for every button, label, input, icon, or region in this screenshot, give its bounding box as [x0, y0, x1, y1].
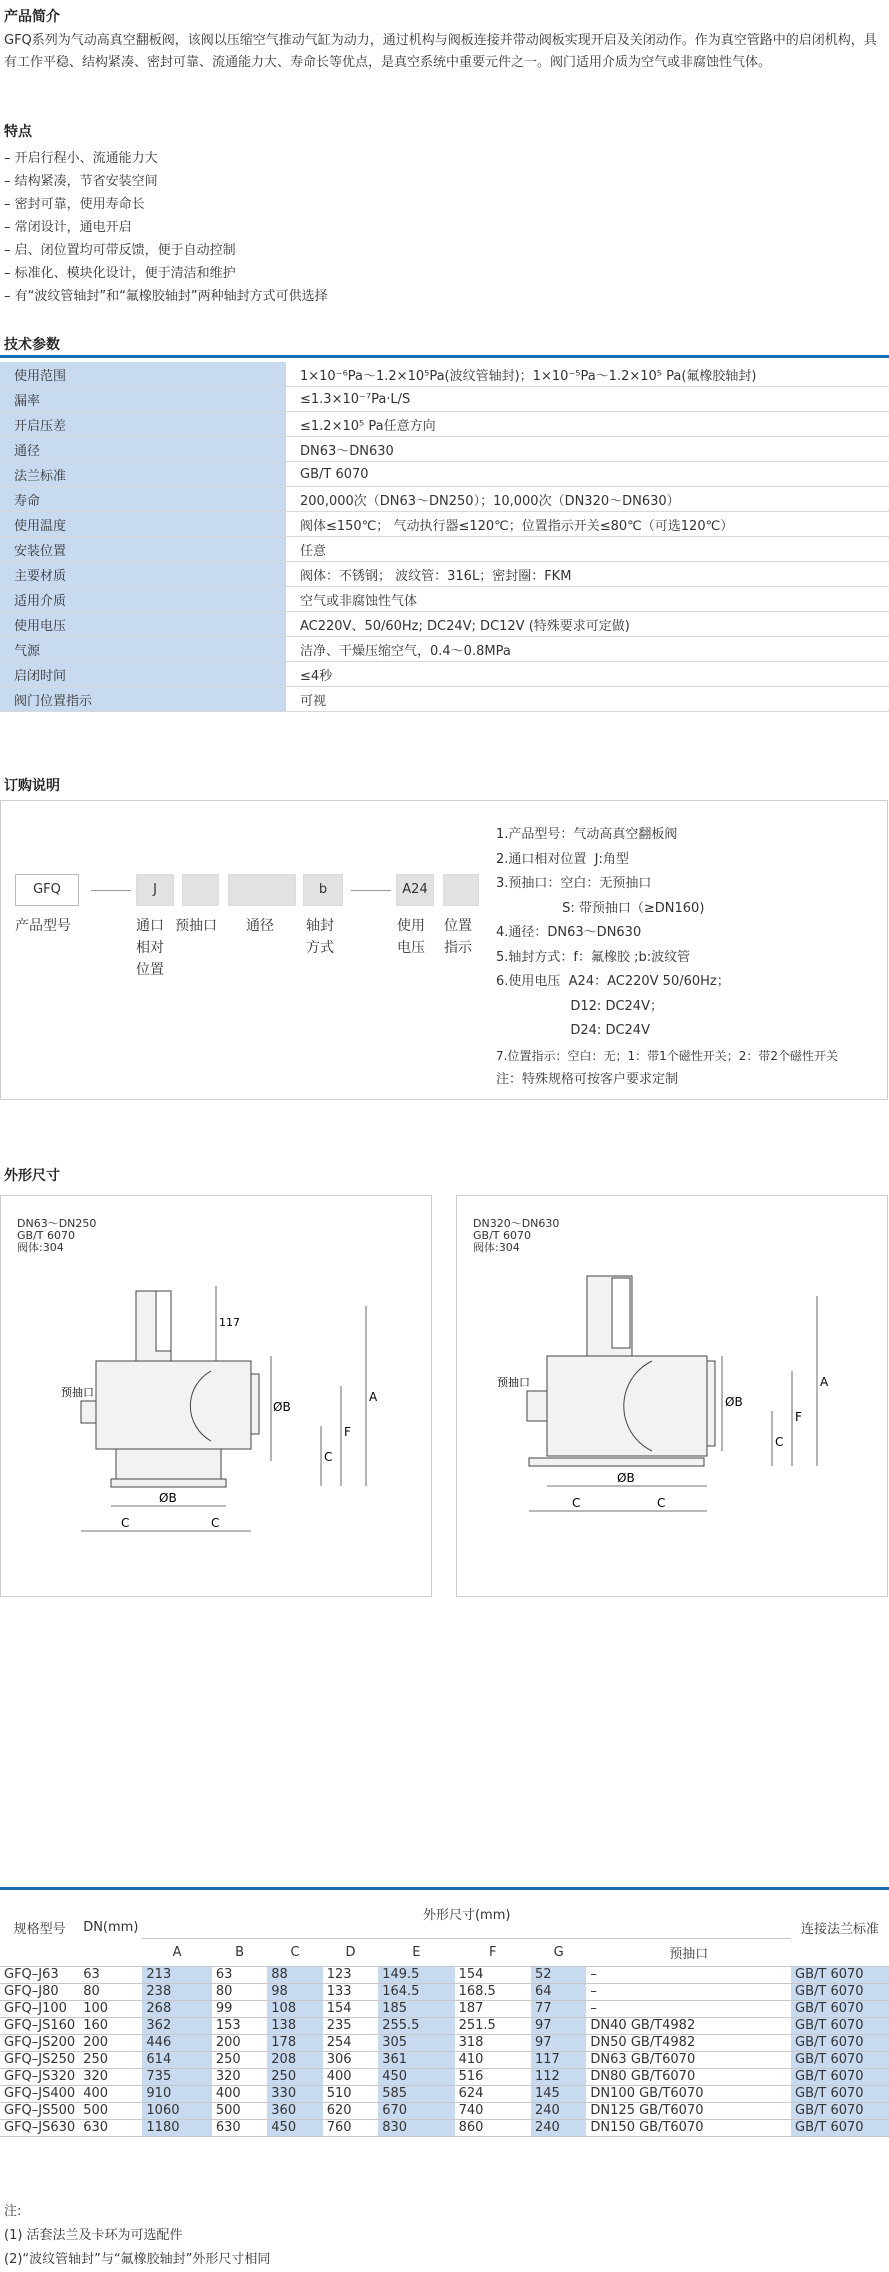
dim-cell: DN150 GB/T6070 — [586, 2119, 791, 2136]
spec-key: 主要材质 — [0, 562, 286, 587]
dim-cell: – — [586, 1966, 791, 1983]
dim-cell: 168.5 — [455, 1983, 531, 2000]
desc-line: 3.预抽口：空白：无预抽口 — [496, 876, 652, 891]
note-item: (1) 活套法兰及卡环为可选配件 — [4, 2228, 183, 2243]
desc-line: D12: DC24V； — [496, 998, 663, 1014]
dim-cell: 250 — [267, 2068, 322, 2085]
dim-cell: 450 — [378, 2068, 454, 2085]
caption-line: DN63～DN250 — [17, 1217, 97, 1230]
dim-c-left: C — [121, 1516, 130, 1530]
dim-cell: 510 — [323, 2085, 378, 2102]
spec-row — [0, 362, 889, 387]
label-position: 位置 指示 — [444, 918, 472, 956]
dim-table — [0, 1890, 889, 2137]
dim-col-header: E — [378, 1938, 454, 1966]
dim-cell: 624 — [455, 2085, 531, 2102]
drawings-title: 外形尺寸 — [4, 1168, 60, 1184]
spec-value: 阀体：不锈钢； 波纹管：316L；密封圈：FKM — [286, 562, 889, 587]
dim-cell: 138 — [267, 2017, 322, 2034]
dim-c-right: C — [657, 1496, 666, 1510]
port-stub — [81, 1401, 96, 1423]
feature-item: – 常闭设计，通电开启 — [4, 220, 132, 235]
spec-key: 法兰标准 — [0, 462, 286, 487]
dim-cell: DN100 GB/T6070 — [586, 2085, 791, 2102]
spec-row — [0, 437, 889, 462]
dim-col-header: C — [267, 1938, 322, 1966]
intro-title: 产品简介 — [4, 9, 60, 25]
code-dash — [351, 890, 391, 891]
ordering-desc — [496, 823, 838, 1093]
spec-row — [0, 537, 889, 562]
col-dn: DN(mm) — [79, 1890, 142, 1966]
dim-cell: – — [586, 2000, 791, 2017]
dim-cell: GFQ–JS630 — [0, 2119, 79, 2136]
dim-cell: 178 — [267, 2034, 322, 2051]
bottom-flange — [111, 1479, 226, 1487]
dim-cell: 250 — [212, 2051, 267, 2068]
dim-row — [0, 2119, 889, 2136]
specs-rule — [0, 355, 889, 358]
dim-c-right: C — [211, 1516, 220, 1530]
dim-cell: 164.5 — [378, 1983, 454, 2000]
dim-cell: 185 — [378, 2000, 454, 2017]
dim-cell: 760 — [323, 2119, 378, 2136]
spec-row — [0, 637, 889, 662]
dim-cell: DN125 GB/T6070 — [586, 2102, 791, 2119]
dim-cell: GFQ–J100 — [0, 2000, 79, 2017]
dim-cell: GFQ–JS320 — [0, 2068, 79, 2085]
dim-cell: 213 — [142, 1966, 211, 1983]
dim-cell: 860 — [455, 2119, 531, 2136]
dim-cell: 160 — [79, 2017, 142, 2034]
spec-value: AC220V、50/60Hz; DC24V; DC12V (特殊要求可定做) — [286, 612, 889, 637]
dim-117: 117 — [219, 1316, 240, 1329]
dim-cell: GB/T 6070 — [791, 2068, 889, 2085]
dim-cell: 240 — [531, 2119, 586, 2136]
desc-line: 2.通口相对位置 J:角型 — [496, 851, 629, 867]
spec-key: 漏率 — [0, 387, 286, 412]
dim-cell: 630 — [212, 2119, 267, 2136]
code-box-prepump — [182, 874, 219, 906]
dim-col-header: D — [323, 1938, 378, 1966]
dim-row — [0, 1966, 889, 1983]
spec-row — [0, 662, 889, 687]
dim-cell: 63 — [212, 1966, 267, 1983]
dim-cell: 108 — [267, 2000, 322, 2017]
dim-cell: 830 — [378, 2119, 454, 2136]
dim-cell: DN40 GB/T4982 — [586, 2017, 791, 2034]
dim-row — [0, 2034, 889, 2051]
spec-value: 1×10⁻⁶Pa～1.2×10⁵Pa(波纹管轴封)；1×10⁻⁵Pa～1.2×10⁵ Pa(氟橡胶轴封) — [286, 362, 889, 387]
cylinder — [156, 1291, 171, 1351]
dim-cell: 77 — [531, 2000, 586, 2017]
dim-row — [0, 2000, 889, 2017]
feature-item: – 启、闭位置均可带反馈，便于自动控制 — [4, 243, 236, 258]
code-box-port: J — [136, 874, 174, 906]
desc-line: 1.产品型号：气动高真空翻板阀 — [496, 827, 678, 842]
code-box-model: GFQ — [15, 874, 79, 906]
dim-col-header: B — [212, 1938, 267, 1966]
dim-cell: GB/T 6070 — [791, 2102, 889, 2119]
dim-cell: 200 — [79, 2034, 142, 2051]
drawing-right-svg — [457, 1196, 887, 1596]
desc-line: 6.使用电压 A24：AC220V 50/60Hz； — [496, 974, 730, 989]
caption-line: 阀体:304 — [17, 1241, 64, 1254]
dim-cell: 251.5 — [455, 2017, 531, 2034]
spec-row — [0, 587, 889, 612]
dim-cell: 154 — [455, 1966, 531, 1983]
dim-cell: 740 — [455, 2102, 531, 2119]
feature-item: – 开启行程小、流通能力大 — [4, 151, 158, 166]
spec-value: 洁净、干燥压缩空气，0.4～0.8MPa — [286, 637, 889, 662]
dim-cell: 360 — [267, 2102, 322, 2119]
dim-cell: 187 — [455, 2000, 531, 2017]
dim-cell: 98 — [267, 1983, 322, 2000]
intro-text: GFQ系列为气动高真空翻板阀，该阀以压缩空气推动气缸为动力，通过机构与阀板连接并带动阀板实现开启及关闭动作。作为真空管路中的启闭机构，具有工作平稳、结构紧凑、密封可靠、流通能力大、寿命长等优点，是真空系统中重要元件之一。阀门适用介质为空气或非腐蚀性气体。 — [4, 33, 877, 70]
dim-cell: 306 — [323, 2051, 378, 2068]
spec-key: 使用温度 — [0, 512, 286, 537]
dim-cell: 250 — [79, 2051, 142, 2068]
dim-cell: 97 — [531, 2034, 586, 2051]
dim-cell: 1180 — [142, 2119, 211, 2136]
notes-title: 注: — [4, 2204, 22, 2219]
caption-line: GB/T 6070 — [17, 1229, 75, 1242]
feature-item: – 有“波纹管轴封”和“氟橡胶轴封”两种轴封方式可供选择 — [4, 289, 328, 304]
dim-cell: GB/T 6070 — [791, 1983, 889, 2000]
spec-key: 通径 — [0, 437, 286, 462]
spec-row — [0, 512, 889, 537]
side-flange — [707, 1361, 715, 1446]
dim-cell: – — [586, 1983, 791, 2000]
spec-row — [0, 687, 889, 712]
dim-ob: ØB — [159, 1491, 177, 1505]
dim-cell: DN80 GB/T6070 — [586, 2068, 791, 2085]
dim-cell: 400 — [323, 2068, 378, 2085]
side-flange — [251, 1374, 259, 1434]
port-label: 预抽口 — [61, 1386, 94, 1399]
dim-cell: 670 — [378, 2102, 454, 2119]
spec-key: 气源 — [0, 637, 286, 662]
note-item: (2)“波纹管轴封”与“氟橡胶轴封”外形尺寸相同 — [4, 2252, 271, 2267]
spec-row — [0, 562, 889, 587]
dim-cell: 145 — [531, 2085, 586, 2102]
label-seal: 轴封 方式 — [306, 918, 334, 956]
label-model: 产品型号 — [15, 918, 71, 934]
features-list — [4, 147, 328, 308]
dim-cell: 255.5 — [378, 2017, 454, 2034]
dim-cell: 100 — [79, 2000, 142, 2017]
dim-cell: 63 — [79, 1966, 142, 1983]
dim-cell: 238 — [142, 1983, 211, 2000]
dim-cell: 318 — [455, 2034, 531, 2051]
spec-row — [0, 487, 889, 512]
desc-line: 5.轴封方式：f：氟橡胶 ;b:波纹管 — [496, 949, 691, 965]
dim-cell: GB/T 6070 — [791, 2085, 889, 2102]
ordering-box — [0, 800, 888, 1100]
valve-body — [96, 1361, 251, 1449]
dim-cell: 585 — [378, 2085, 454, 2102]
dim-cell: DN50 GB/T4982 — [586, 2034, 791, 2051]
dim-cell: 64 — [531, 1983, 586, 2000]
dim-cell: GFQ–JS160 — [0, 2017, 79, 2034]
dim-cell: 735 — [142, 2068, 211, 2085]
dim-cell: 400 — [79, 2085, 142, 2102]
dim-row — [0, 1983, 889, 2000]
spec-value: 阀体≤150℃； 气动执行器≤120℃；位置指示开关≤80℃（可选120℃） — [286, 512, 889, 537]
dim-cell: 240 — [531, 2102, 586, 2119]
dim-row — [0, 2102, 889, 2119]
drawing-left — [0, 1195, 432, 1597]
valve-body — [547, 1356, 707, 1456]
dim-cell: 80 — [212, 1983, 267, 2000]
col-group: 外形尺寸(mm) — [142, 1890, 791, 1938]
dim-cell: 123 — [323, 1966, 378, 1983]
dim-cell: GFQ–JS200 — [0, 2034, 79, 2051]
spec-value: ≤1.3×10⁻⁷Pa·L/S — [286, 387, 889, 412]
dim-cell: GB/T 6070 — [791, 2017, 889, 2034]
dim-row — [0, 2051, 889, 2068]
dim-cell: GFQ–JS400 — [0, 2085, 79, 2102]
dim-cell: GFQ–J80 — [0, 1983, 79, 2000]
spec-key: 安装位置 — [0, 537, 286, 562]
drawing-left-top — [1, 1536, 431, 1596]
dim-cell: GB/T 6070 — [791, 2000, 889, 2017]
spec-value: 可视 — [286, 687, 889, 712]
desc-line: D24: DC24V — [496, 1023, 650, 1038]
dim-cell: 410 — [455, 2051, 531, 2068]
spec-row — [0, 462, 889, 487]
spec-key: 开启压差 — [0, 412, 286, 437]
dim-cell: 910 — [142, 2085, 211, 2102]
bottom-neck — [116, 1449, 221, 1479]
dim-cell: 235 — [323, 2017, 378, 2034]
spec-value: 200,000次（DN63～DN250）；10,000次（DN320～DN630） — [286, 487, 889, 512]
dim-cell: 112 — [531, 2068, 586, 2085]
dim-cell: 200 — [212, 2034, 267, 2051]
dim-cell: GFQ–JS500 — [0, 2102, 79, 2119]
ordering-title: 订购说明 — [4, 778, 60, 794]
feature-item: – 结构紧凑，节省安装空间 — [4, 174, 158, 189]
dim-col-header: F — [455, 1938, 531, 1966]
code-dash — [91, 890, 131, 891]
dim-cell: 614 — [142, 2051, 211, 2068]
code-box-seal: b — [303, 874, 343, 906]
dim-f: F — [795, 1410, 802, 1424]
dim-ob: ØB — [617, 1471, 635, 1485]
dim-cell: 153 — [212, 2017, 267, 2034]
port-label: 预抽口 — [497, 1376, 530, 1389]
drawing-right — [456, 1195, 888, 1597]
dim-col-header: G — [531, 1938, 586, 1966]
dim-cell: 254 — [323, 2034, 378, 2051]
dim-col-header: 预抽口 — [586, 1938, 791, 1966]
spec-key: 使用电压 — [0, 612, 286, 637]
dim-c: C — [324, 1450, 333, 1464]
desc-line: 注：特殊规格可按客户要求定制 — [496, 1072, 679, 1087]
spec-key: 适用介质 — [0, 587, 286, 612]
dim-cell: 620 — [323, 2102, 378, 2119]
dim-cell: 330 — [267, 2085, 322, 2102]
dim-a: A — [369, 1390, 378, 1404]
dim-cell: 320 — [79, 2068, 142, 2085]
notes — [4, 2200, 270, 2272]
spec-key: 启闭时间 — [0, 662, 286, 687]
spec-value: 任意 — [286, 537, 889, 562]
dim-cell: 450 — [267, 2119, 322, 2136]
cylinder — [612, 1278, 630, 1348]
specs-table — [0, 362, 889, 712]
label-port: 通口 相对 位置 — [136, 918, 164, 978]
dim-cell: GB/T 6070 — [791, 1966, 889, 1983]
caption-line: GB/T 6070 — [473, 1229, 531, 1242]
dim-cell: GB/T 6070 — [791, 2119, 889, 2136]
dim-cell: 133 — [323, 1983, 378, 2000]
spec-row — [0, 612, 889, 637]
dim-row — [0, 2085, 889, 2102]
spec-row — [0, 412, 889, 437]
dim-cell: 208 — [267, 2051, 322, 2068]
dim-cell: 630 — [79, 2119, 142, 2136]
dim-cell: 361 — [378, 2051, 454, 2068]
feature-item: – 密封可靠，使用寿命长 — [4, 197, 145, 212]
spec-value: ≤4秒 — [286, 662, 889, 687]
spec-row — [0, 387, 889, 412]
dim-cell: GB/T 6070 — [791, 2034, 889, 2051]
spec-value: GB/T 6070 — [286, 462, 889, 487]
dim-cell: 268 — [142, 2000, 211, 2017]
label-dn: 通径 — [246, 918, 274, 934]
dim-cell: 80 — [79, 1983, 142, 2000]
col-model: 规格型号 — [0, 1890, 79, 1966]
dim-cell: 362 — [142, 2017, 211, 2034]
spec-value: 空气或非腐蚀性气体 — [286, 587, 889, 612]
label-voltage: 使用 电压 — [397, 918, 425, 956]
dim-b: ØB — [273, 1400, 291, 1414]
dim-cell: 446 — [142, 2034, 211, 2051]
caption-line: 阀体:304 — [473, 1241, 520, 1254]
dim-row — [0, 2017, 889, 2034]
dim-cell: 1060 — [142, 2102, 211, 2119]
col-std: 连接法兰标准 — [791, 1890, 889, 1966]
dim-cell: 154 — [323, 2000, 378, 2017]
dim-cell: GFQ–JS250 — [0, 2051, 79, 2068]
dim-cell: 117 — [531, 2051, 586, 2068]
spec-key: 使用范围 — [0, 362, 286, 387]
dim-f: F — [344, 1425, 351, 1439]
label-prepump: 预抽口 — [175, 918, 217, 934]
spec-key: 寿命 — [0, 487, 286, 512]
dim-a: A — [820, 1375, 829, 1389]
features-title: 特点 — [4, 124, 32, 140]
dim-cell: 500 — [79, 2102, 142, 2119]
spec-value: ≤1.2×10⁵ Pa任意方向 — [286, 412, 889, 437]
caption-line: DN320～DN630 — [473, 1217, 560, 1230]
dim-c: C — [775, 1435, 784, 1449]
dim-cell: GFQ–J63 — [0, 1966, 79, 1983]
desc-line: 4.通径：DN63～DN630 — [496, 925, 642, 940]
dim-cell: 500 — [212, 2102, 267, 2119]
feature-item: – 标准化、模块化设计，便于清洁和维护 — [4, 266, 236, 281]
dim-cell: GB/T 6070 — [791, 2051, 889, 2068]
code-box-voltage: A24 — [396, 874, 434, 906]
dim-cell: 305 — [378, 2034, 454, 2051]
dim-cell: DN63 GB/T6070 — [586, 2051, 791, 2068]
dim-cell: 149.5 — [378, 1966, 454, 1983]
dim-cell: 88 — [267, 1966, 322, 1983]
desc-line: 7.位置指示：空白：无；1：带1个磁性开关；2：带2个磁性开关 — [496, 1048, 838, 1063]
desc-line: S: 带预抽口（≥DN160) — [496, 900, 705, 916]
port-stub — [527, 1391, 547, 1421]
dim-cell: 97 — [531, 2017, 586, 2034]
specs-title: 技术参数 — [4, 337, 60, 353]
bottom-flange — [529, 1458, 704, 1466]
dim-row — [0, 2068, 889, 2085]
spec-key: 阀门位置指示 — [0, 687, 286, 712]
spec-value: DN63～DN630 — [286, 437, 889, 462]
dim-cell: 99 — [212, 2000, 267, 2017]
dim-cell: 516 — [455, 2068, 531, 2085]
code-box-position — [443, 874, 479, 906]
dim-c-left: C — [572, 1496, 581, 1510]
dim-col-header: A — [142, 1938, 211, 1966]
dim-b: ØB — [725, 1395, 743, 1409]
dim-cell: 400 — [212, 2085, 267, 2102]
dim-cell: 52 — [531, 1966, 586, 1983]
dim-cell: 320 — [212, 2068, 267, 2085]
code-box-dn — [228, 874, 296, 906]
